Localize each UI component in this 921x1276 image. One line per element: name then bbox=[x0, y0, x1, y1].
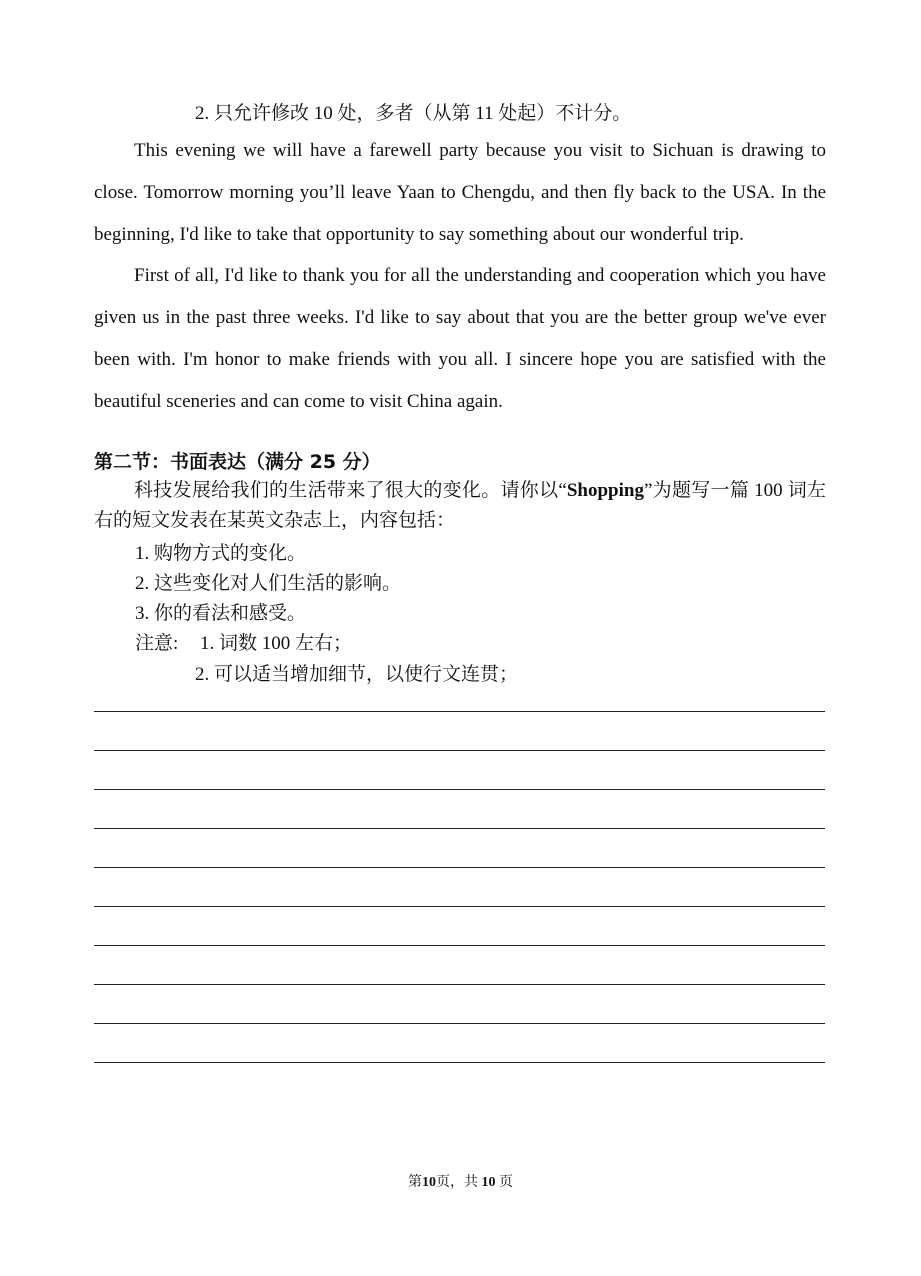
task-text-before: 科技发展给我们的生活带来了很大的变化。请你以“ bbox=[134, 480, 567, 501]
footer-total-pages: 10 bbox=[481, 1175, 496, 1190]
note-item: 2. 可以适当增加细节，以使行文连贯； bbox=[195, 664, 519, 685]
notes-label: 注意: bbox=[135, 633, 179, 654]
task-instruction bbox=[94, 476, 826, 536]
writing-line[interactable] bbox=[94, 711, 825, 712]
writing-line[interactable] bbox=[94, 1062, 825, 1063]
section-title: 第二节：书面表达（满分 25 分） bbox=[94, 451, 381, 473]
writing-line[interactable] bbox=[94, 750, 825, 751]
paragraph-text: First of all, I'd like to thank you for all the understanding and cooperation which you have given us in the past three weeks. I'd like to say about that you are the better group we've ever been with. I'm honor to make friends with you all. I sincere hope you are satisfied with the beautiful sceneries and can come to visit China again. bbox=[94, 265, 826, 412]
requirement-item: 3. 你的看法和感受。 bbox=[135, 603, 307, 624]
top-note: 2. 只允许修改 10 处，多者（从第 11 处起）不计分。 bbox=[195, 103, 632, 124]
footer-page-number: 10 bbox=[422, 1175, 436, 1190]
note-item: 1. 词数 100 左右； bbox=[200, 633, 353, 654]
passage-paragraph-1 bbox=[94, 130, 826, 256]
paragraph-text: This evening we will have a farewell party because you visit to Sichuan is drawing to close. Tomorrow morning you’ll leave Yaan to Chengdu, and then fly back to the USA. In the beginning, I'd like to take that opportunity to say something about our wonderful trip. bbox=[94, 140, 826, 245]
writing-line[interactable] bbox=[94, 945, 825, 946]
writing-line[interactable] bbox=[94, 984, 825, 985]
writing-line[interactable] bbox=[94, 867, 825, 868]
requirement-item: 1. 购物方式的变化。 bbox=[135, 543, 307, 564]
footer-middle: 页，共 bbox=[436, 1175, 482, 1190]
writing-line[interactable] bbox=[94, 789, 825, 790]
passage-paragraph-2 bbox=[94, 255, 826, 423]
writing-line[interactable] bbox=[94, 828, 825, 829]
task-topic: Shopping bbox=[566, 480, 644, 501]
page-footer bbox=[0, 1171, 921, 1191]
writing-line[interactable] bbox=[94, 1023, 825, 1024]
writing-line[interactable] bbox=[94, 906, 825, 907]
task-text-after: ”为题写一篇 100 词左右的短文发表在某英文杂志上，内容包括： bbox=[94, 480, 826, 531]
requirement-item: 2. 这些变化对人们生活的影响。 bbox=[135, 573, 402, 594]
footer-prefix: 第 bbox=[408, 1175, 422, 1190]
footer-suffix: 页 bbox=[495, 1175, 513, 1190]
